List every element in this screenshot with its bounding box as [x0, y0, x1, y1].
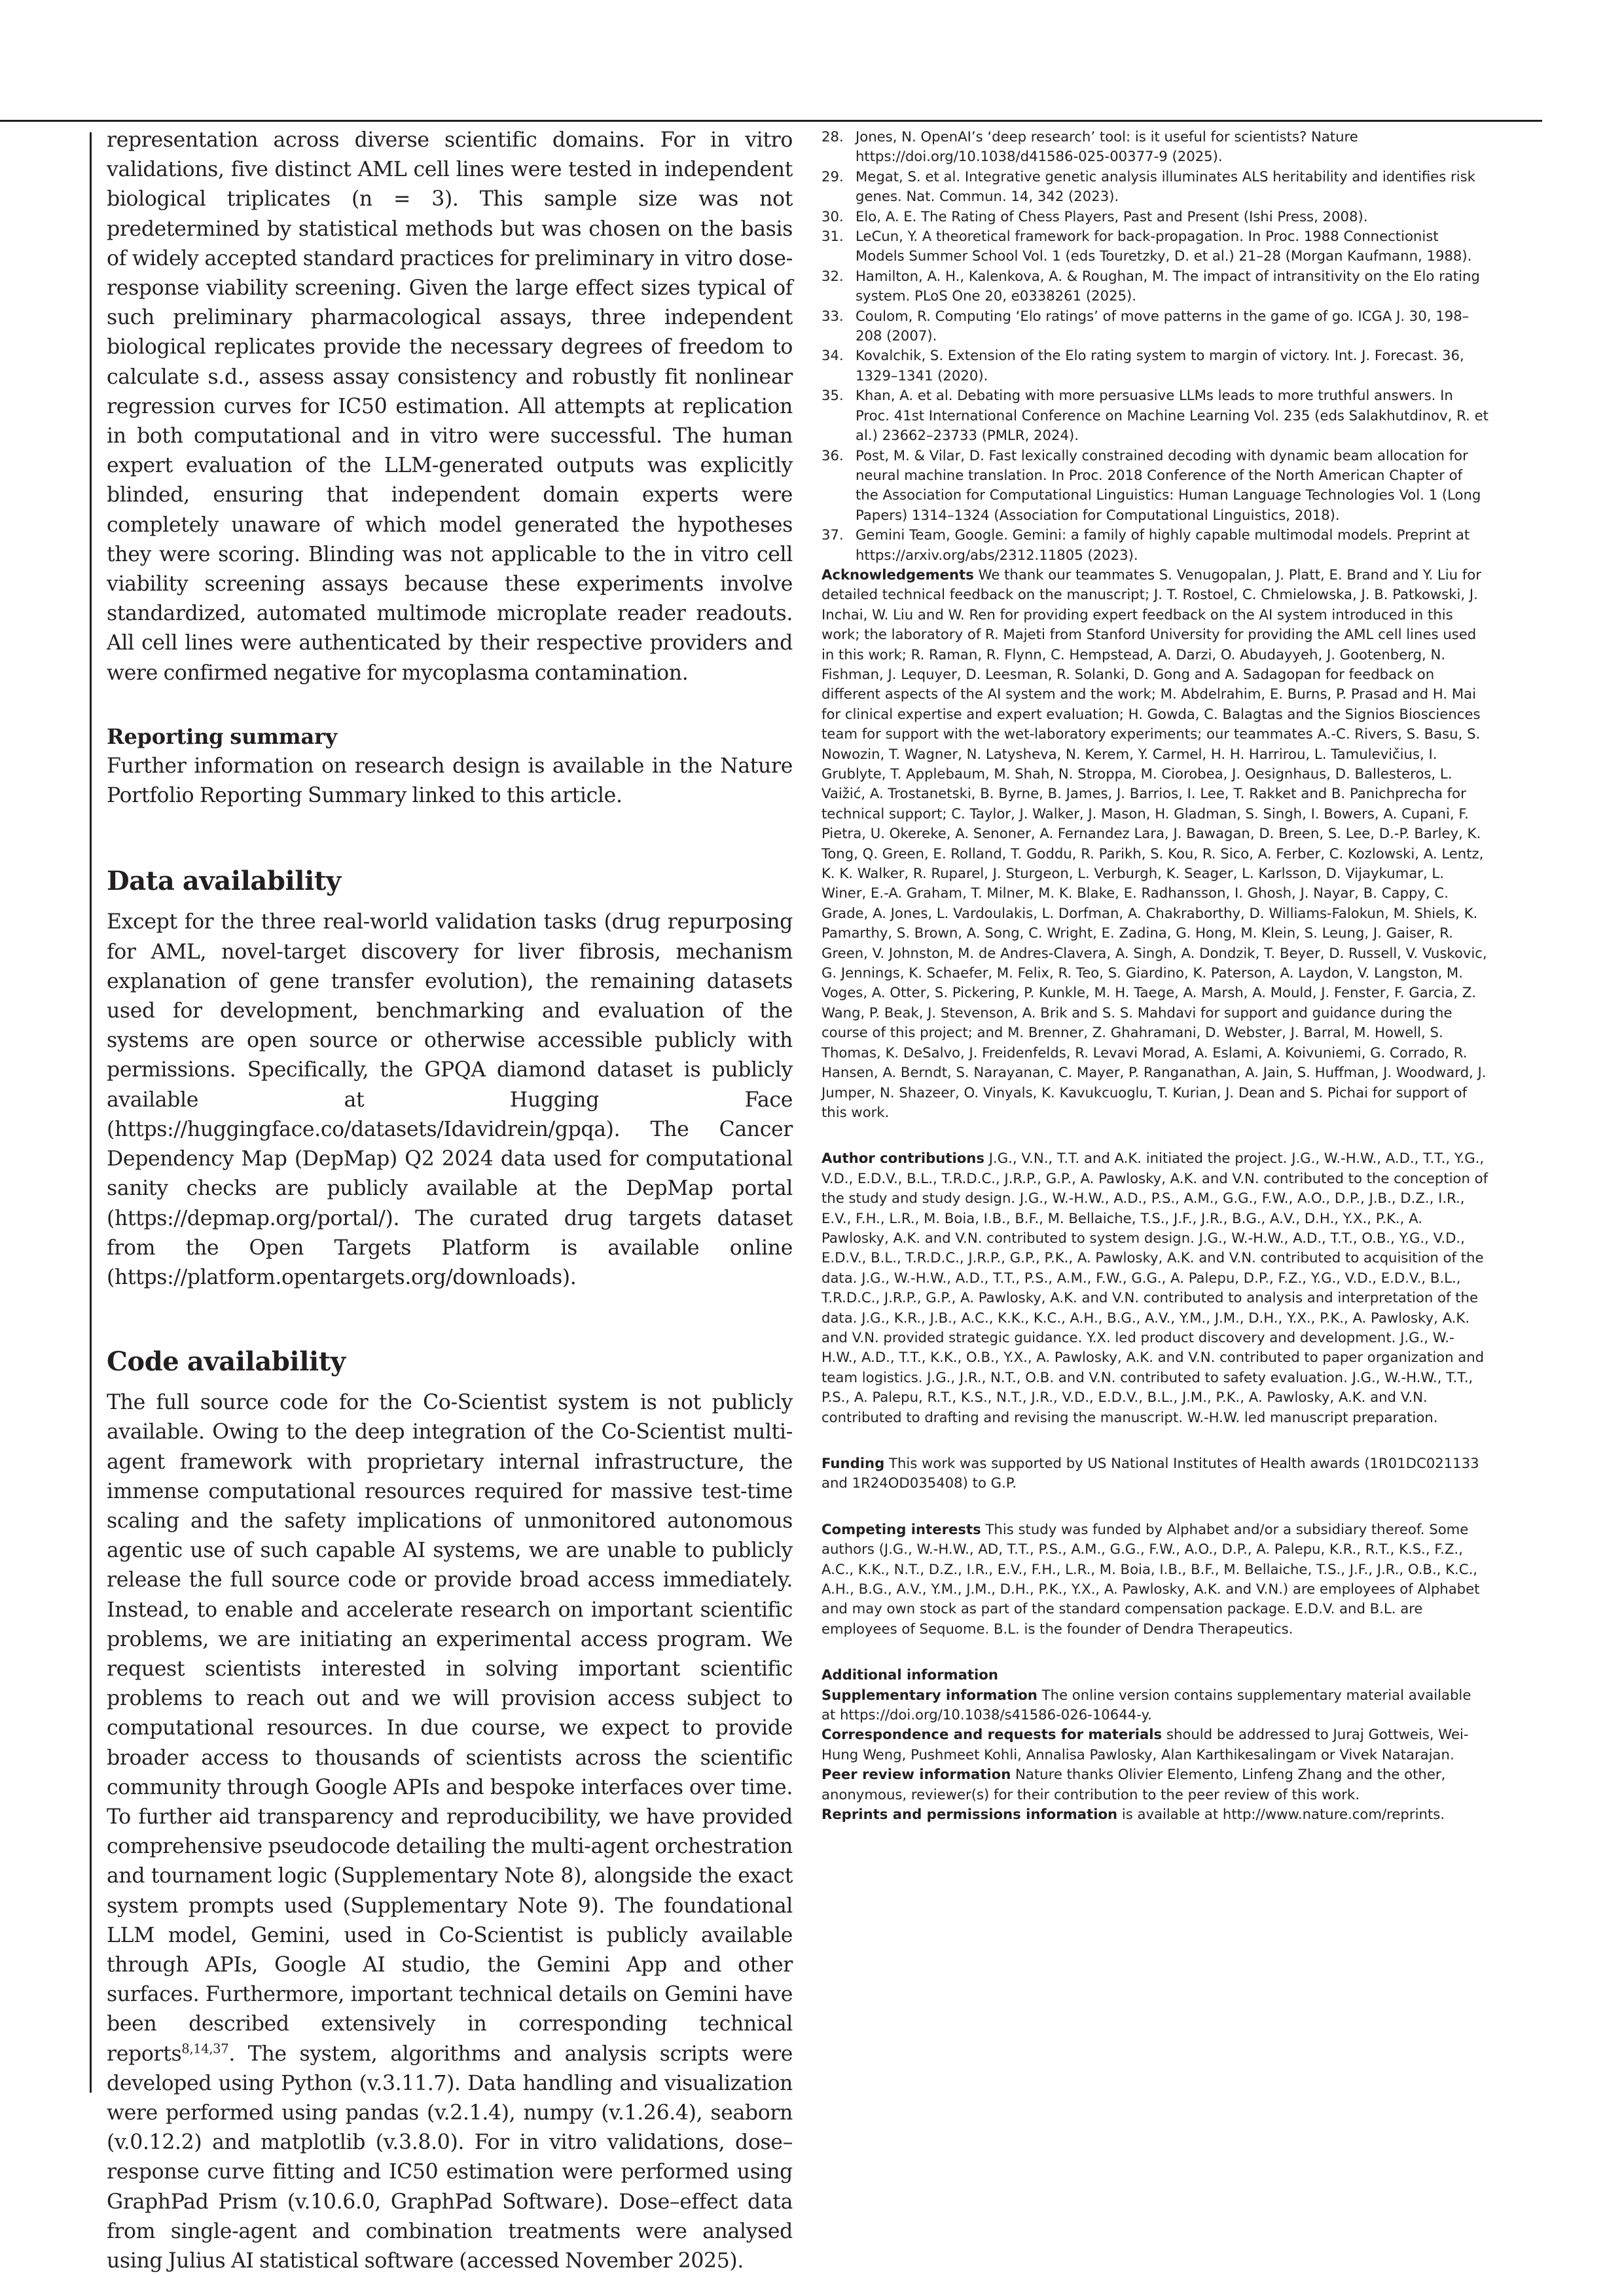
methods-paragraph: representation across diverse scientific domains. For in vitro validations, five distinct AML cell lines were tested in independent biological triplicates (n = 3). This sample size was not predetermined by statistical methods but was chosen on the basis of widely accepted standard practices for preliminary in vitro dose-response viability screening. Given the large effect sizes typical of such preliminary pharmacological assays, three independent biological replicates provide the necessary degrees of freedom to calculate s.d., assess assay consistency and robustly fit nonlinear regression curves for IC50 estimation. All attempts at replication in both computational and in vitro were successful. The human expert evaluation of the LLM-generated outputs was explicitly blinded, ensuring that independent domain experts were completely unaware of which model generated the hypotheses they were scoring. Blinding was not applicable to the in vitro cell viability screening assays because these experiments involve standardized, automated multimode microplate reader readouts. All cell lines were authenticated by their respective providers and were confirmed negative for mycoplasma contamination. — [107, 128, 793, 685]
data-availability-text: Except for the three real-world validation tasks (drug repurposing for AML, novel-target discovery for liver fibrosis, mechanism explanation of gene transfer evolution), the remaining datasets used for development, benchmarking and evaluation of the systems are open source or otherwise accessible publicly with permissions. Specifically, the GPQA diamond dataset is publicly available at Hugging Face (https://huggingface.co/datasets/Idavidrein/gpqa). The Cancer Dependency Map (DepMap) Q2 2024 data used for computational sanity checks are publicly available at the DepMap portal (https://depmap.org/portal/). The curated drug targets dataset from the Open Targets Platform is available online (https://platform.opentargets.org/downloads). — [107, 910, 793, 1289]
left-column — [107, 126, 793, 2276]
author-contributions-label: Author contributions — [821, 1150, 985, 1167]
author-contributions — [821, 1148, 1489, 1427]
acknowledgements-text: We thank our teammates S. Venugopalan, J. Platt, E. Brand and Y. Liu for detailed technical feedback on the manuscript; J. T. Rostoel, C. Chmielowska, J. B. Patkowski, J. Inchai, W. Liu and W. Ren for providing expert feedback on the AI system introduced in this work; the laboratory of R. Majeti from Stanford University for providing the AML cell lines used in this work; R. Raman, R. Flynn, C. Hempstead, A. Darzi, O. Abudayyeh, J. Gootenberg, N. Fishman, J. Lequyer, D. Leesman, R. Solanki, D. Gong and A. Sadagopan for feedback on different aspects of the AI system and the work; M. Abdelrahim, E. Burns, P. Prasad and H. Mai for clinical expertise and expert evaluation; H. Gowda, C. Balagtas and the Signios Biosciences team for support with the wet-laboratory experiments; our teammates A.-C. Rivers, S. Basu, S. Nowozin, T. Wagner, N. Latysheva, N. Kerem, Y. Carmel, H. H. Harrirou, L. Tamulevičius, I. Grublyte, T. Applebaum, M. Shah, N. Stroppa, M. Ciorobea, J. Oesignhaus, D. Ballesteros, L. Vaižić, A. Trostanetski, B. Byrne, B. James, J. Barrios, I. Lee, T. Rakket and B. Panichprecha for technical support; C. Taylor, J. Walker, J. Mason, H. Gladman, S. Singh, I. Bowers, A. Cupani, F. Pietra, U. Okereke, A. Senoner, A. Fernandez Lara, J. Bawagan, D. Breen, S. Lee, D.-P. Barley, K. Tong, Q. Green, E. Rolland, T. Goddu, R. Parikh, S. Kou, R. Sico, A. Ferber, C. Kozlowski, A. Lentz, K. K. Walker, R. Ruparel, J. Sturgeon, L. Verburgh, K. Seager, L. Karlsson, D. Vijaykumar, L. Winer, E.-A. Graham, T. Milner, M. K. Blake, E. Radhansson, I. Ghosh, J. Nayar, B. Cappy, C. Grade, A. Jones, L. Vardoulakis, L. Dorfman, A. Chakraborthy, D. Williams-Falokun, M. Shiels, K. Pamarthy, S. Brown, A. Song, C. Wright, E. Zadina, G. Hong, M. Klein, S. Leung, J. Gaiser, R. Green, V. Johnston, M. de Andres-Clavera, A. Singh, A. Dondzik, T. Beyer, D. Russell, V. Vuskovic, G. Jennings, K. Schaefer, M. Felix, R. Teo, S. Giardino, K. Paterson, A. Laydon, V. Langston, M. Voges, A. Otter, S. Pickering, P. Kunkle, M. H. Taege, A. Marsh, A. Mould, J. Fenster, F. Garcia, Z. Wang, P. Beak, J. Stevenson, A. Brik and S. S. Mahdavi for support and guidance during the course of this project; and M. Brenner, Z. Ghahramani, D. Webster, J. Barral, M. Howell, S. Thomas, K. DeSalvo, J. Freidenfelds, R. Levavi Morad, A. Eslami, A. Koivuniemi, G. Corrado, R. Hansen, A. Berndt, S. Narayanan, C. Mayer, P. Ranganathan, A. Jain, S. Huffman, J. Woodward, J. Jumper, N. Shazeer, O. Vinyals, K. Kavukcuoglu, T. Kurian, J. Dean and S. Pichai for support of this work. — [821, 566, 1487, 1120]
code-availability-text-a: The full source code for the Co-Scientist system is not publicly available. Owing to the deep integration of the Co-Scientist multi-agent framework with proprietary internal infrastructure, the immense computational resources required for massive test-time scaling and the safety implications of unmonitored autonomous agentic use of such capable AI systems, we are unable to publicly release the full source code or provide broad access immediately. Instead, to enable and accelerate research on important scientific problems, we are initiating an experimental access program. We request scientists interested in solving important scientific problems to reach out and we will provision access subject to computational resources. In due course, we expect to provide broader access to thousands of scientists across the scientific community through Google APIs and bespoke interfaces over time. To further aid transparency and reproducibility, we have provided comprehensive pseudocode detailing the multi-agent orchestration and tournament logic (Supplementary Note 8), alongside the exact system prompts used (Supplementary Note 9). The foundational LLM model, Gemini, used in Co-Scientist is publicly available through APIs, Google AI studio, the Gemini App and other surfaces. Furthermore, important technical details on Gemini have been described extensively in corresponding technical reports — [107, 1391, 793, 2066]
reprints-information: Reprints and permissions information is available at http://www.nature.com/reprints. — [821, 1806, 1445, 1823]
header-rule — [0, 120, 1542, 122]
reference-item: 35. Khan, A. et al. Debating with more persuasive LLMs leads to more truthful answers. In Proc. 41st International Conference on Machine Learning Vol. 235 (eds Salakhutdinov, R. et al.) 23662–23733 (PMLR, 2024). — [821, 387, 1489, 444]
reference-item: 34. Kovalchik, S. Extension of the Elo rating system to margin of victory. Int. J. Forecast. 36, 1329–1341 (2020). — [821, 347, 1464, 384]
reference-item: 28. Jones, N. OpenAI’s ‘deep research’ tool: is it useful for scientists? Nature https://doi.org/10.1038/d41586-025-00377-9 (2025). — [821, 128, 1358, 165]
funding — [821, 1454, 1489, 1494]
reference-item: 30. Elo, A. E. The Rating of Chess Players, Past and Present (Ishi Press, 2008). — [821, 208, 1368, 225]
author-contributions-text: J.G., V.N., T.T. and A.K. initiated the project. J.G., W.-H.W., A.D., T.T., Y.G., V.D., E.D.V., B.L., T.R.D.C., J.R.P., G.P., A. Pawlosky, A.K. and V.N. contributed to the conception of the study and study design. J.G., W.-H.W., A.D., P.S., A.M., G.G., F.W., A.O., D.P., J.B., D.Z., I.R., E.V., F.H., L.R., M. Boia, I.B., B.F., M. Bellaiche, T.S., J.F., J.R., B.G., A.V., D.H., Y.X., P.K., A. Pawlosky, A.K. and V.N. contributed to system design. J.G., W.-H.W., A.D., T.T., O.B., Y.G., V.D., E.D.V., B.L., T.R.D.C., J.R.P., G.P., P.K., A. Pawlosky, A.K. and V.N. contributed to acquisition of the data. J.G., W.-H.W., A.D., T.T., P.S., A.M., F.W., G.G., A. Palepu, D.P., F.Z., Y.G., V.D., E.D.V., B.L., T.R.D.C., J.R.P., G.P., A. Pawlosky, A.K. and V.N. contributed to analysis and interpretation of the data. J.G., K.R., J.B., A.C., K.K., K.C., A.H., B.G., A.V., Y.M., J.M., D.H., Y.X., P.K., A. Pawlosky, A.K. and V.N. provided strategic guidance. Y.X. led product discovery and development. J.G., W.-H.W., A.D., T.T., K.K., O.B., Y.X., A. Pawlosky, A.K. and V.N. contributed to paper organization and team logistics. J.G., J.R., N.T., O.B. and V.N. contributed to safety evaluation. J.G., W.-H.W., T.T., P.S., A. Palepu, R.T., K.S., N.T., J.R., V.D., E.D.V., B.L., J.M., P.K., A. Pawlosky, A.K. and V.N. contributed to drafting and revising the manuscript. W.-H.W. led manuscript preparation. — [821, 1150, 1489, 1425]
reporting-summary-heading: Reporting summary — [107, 724, 338, 749]
code-availability-text-b: . The system, algorithms and analysis scripts were developed using Python (v.3.11.7). Data handling and visualization were performed using pandas (v.2.1.4), numpy (v.1.26.4), seaborn (v.0.12.2) and matplotlib (v.3.8.0). For in vitro validations, dose–response curve fitting and IC50 estimation were performed using GraphPad Prism (v.10.6.0, GraphPad Software). Dose–effect data from single-agent and combination treatments were analysed using Julius AI statistical software (accessed November 2025). — [107, 2042, 793, 2273]
funding-text: This work was supported by US National Institutes of Health awards (1R01DC021133 and 1R24OD035408) to G.P. — [821, 1455, 1479, 1492]
column-side-rule — [90, 132, 92, 2093]
competing-interests-text: This study was funded by Alphabet and/or a subsidiary thereof. Some authors (J.G., W.-H.W., AD, T.T., P.S., A.M., G.G., F.W., A.O., D.P., A. Palepu, K.R., R.T., K.S., F.Z., A.C., K.K., N.T., D.Z., I.R., E.V., F.H., L.R., M. Boia, I.B., B.F., M. Bellaiche, T.S., J.F., J.R., O.B., K.C., A.H., B.G., A.V., Y.M., J.M., D.H., P.K., Y.X., A. Pawlosky, A.K. and V.N.) are employees of Alphabet and may own stock as part of the standard compensation package. E.D.V. and B.L. are employees of Sequome. B.L. is the founder of Dendra Therapeutics. — [821, 1520, 1480, 1637]
additional-information — [821, 1665, 1489, 1824]
funding-label: Funding — [821, 1455, 885, 1471]
reference-item: 36. Post, M. & Vilar, D. Fast lexically constrained decoding with dynamic beam allocation for neural machine translation. In Proc. 2018 Conference of the North American Chapter of the Association for Computational Linguistics: Human Language Technologies Vol. 1 (Long Papers) 1314–1324 (Association for Computational Linguistics, 2018). — [821, 447, 1481, 523]
reference-item: 31. LeCun, Y. A theoretical framework for back-propagation. In Proc. 1988 Connectionist Models Summer School Vol. 1 (eds Touretzky, D. et al.) 21–28 (Morgan Kaufmann, 1988). — [821, 228, 1472, 265]
reference-item: 33. Coulom, R. Computing ‘Elo ratings’ of move patterns in the game of go. ICGA J. 30, 198–208 (2007). — [821, 307, 1470, 344]
right-column — [821, 127, 1489, 1825]
peer-review-information: Peer review information Nature thanks Olivier Elemento, Linfeng Zhang and the other, anonymous, reviewer(s) for their contribution to the peer review of this work. — [821, 1766, 1446, 1803]
reference-list — [821, 127, 1489, 565]
code-availability-citation: 8,14,37 — [181, 2041, 229, 2057]
reference-item: 29. Megat, S. et al. Integrative genetic analysis illuminates ALS heritability and identifies risk genes. Nat. Commun. 14, 342 (2023). — [821, 168, 1475, 205]
code-availability-heading: Code availability — [107, 1346, 346, 1378]
competing-interests — [821, 1520, 1489, 1639]
reference-item: 32. Hamilton, A. H., Kalenkova, A. & Roughan, M. The impact of intransitivity on the Elo rating system. PLoS One 20, e0338261 (2025). — [821, 267, 1480, 304]
supplementary-information: Supplementary information The online version contains supplementary material available at https://doi.org/10.1038/s41586-026-10644-y. — [821, 1686, 1471, 1723]
data-availability-heading: Data availability — [107, 866, 341, 897]
additional-information-heading: Additional information — [821, 1666, 998, 1683]
acknowledgements — [821, 565, 1489, 1122]
reference-item: 37. Gemini Team, Google. Gemini: a family of highly capable multimodal models. Preprint at https://arxiv.org/abs/2312.11805 (2023). — [821, 526, 1470, 563]
code-availability-text — [107, 1388, 793, 2276]
reporting-summary-text: Further information on research design is available in the Nature Portfolio Reporting Summary linked to this article. — [107, 754, 793, 808]
acknowledgements-label: Acknowledgements — [821, 566, 974, 583]
competing-interests-label: Competing interests — [821, 1520, 981, 1537]
correspondence: Correspondence and requests for materials should be addressed to Juraj Gottweis, Wei-Hung Weng, Pushmeet Kohli, Annalisa Pawlosky, Alan Karthikesalingam or Vivek Natarajan. — [821, 1726, 1469, 1763]
